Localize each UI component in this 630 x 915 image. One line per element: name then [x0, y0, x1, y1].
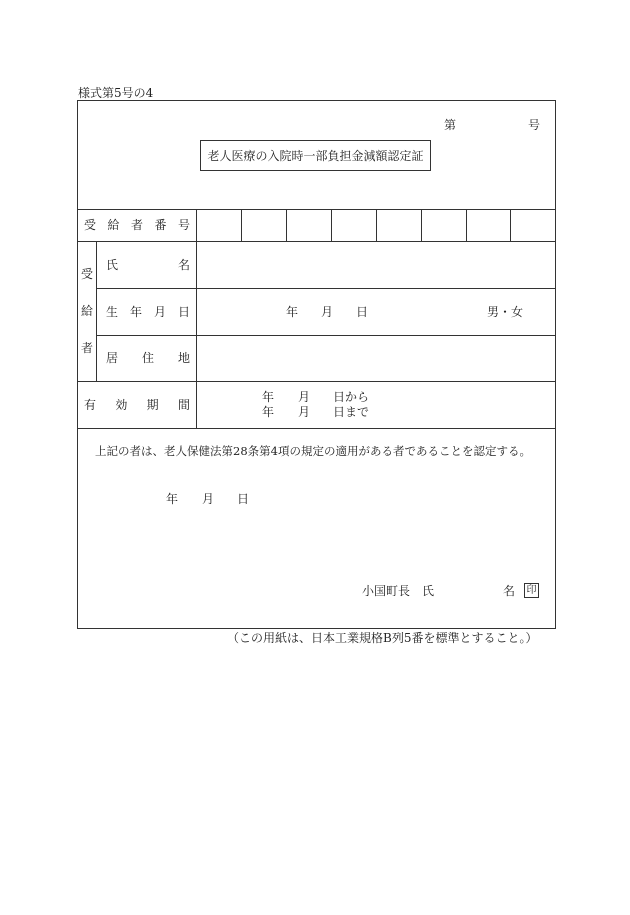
validity-to-year: 年 [262, 405, 275, 419]
number-box-divider-7 [510, 209, 511, 241]
label-char: 号 [177, 218, 190, 232]
row-line-name-top [77, 241, 556, 242]
label-char: 受 [84, 218, 97, 232]
row-line-address-top [96, 335, 556, 336]
form-number: 様式第5号の4 [78, 86, 154, 100]
birthdate-day-unit: 日 [356, 305, 369, 319]
number-box-divider-6 [466, 209, 467, 241]
recipient-group-char-1: 受 [81, 267, 94, 281]
label-char: 期 [146, 398, 159, 412]
row-line-validity-top [77, 381, 556, 382]
certification-date-year: 年 [166, 492, 179, 506]
recipient-group-char-3: 者 [81, 341, 94, 355]
certification-date-month: 月 [202, 492, 215, 506]
signature-name-suffix: 名 [503, 584, 516, 598]
certification-date-day: 日 [237, 492, 250, 506]
validity-from-year: 年 [262, 390, 275, 404]
label-char: 生 [106, 305, 119, 319]
recipient-number-label [84, 219, 190, 231]
issue-number-prefix: 第 [444, 118, 457, 132]
number-box-divider-4 [376, 209, 377, 241]
number-box-divider-5 [421, 209, 422, 241]
number-box-divider-3 [331, 209, 332, 241]
birthdate-label [106, 306, 190, 318]
footer-note: （この用紙は、日本工業規格B列5番を標準とすること。） [227, 631, 538, 645]
number-box-divider-2 [286, 209, 287, 241]
row-line-birthdate-top [96, 288, 556, 289]
label-char: 居 [106, 351, 119, 365]
label-char: 住 [141, 351, 154, 365]
recipient-group-divider [96, 241, 97, 381]
recipient-group-char-2: 給 [81, 304, 94, 318]
label-char: 給 [107, 218, 120, 232]
label-char: 有 [84, 398, 97, 412]
label-char: 者 [130, 218, 143, 232]
number-box-divider-1 [241, 209, 242, 241]
label-char: 年 [129, 305, 142, 319]
validity-label [84, 399, 190, 411]
label-char: 番 [154, 218, 167, 232]
sex-field: 男・女 [487, 305, 524, 319]
label-column-divider [196, 209, 197, 428]
label-char: 月 [153, 305, 166, 319]
label-char: 日 [177, 305, 190, 319]
birthdate-year-unit: 年 [286, 305, 299, 319]
label-char: 間 [177, 398, 190, 412]
name-label [106, 259, 190, 271]
certificate-title: 老人医療の入院時一部負担金減額認定証 [207, 149, 424, 163]
label-char: 地 [177, 351, 190, 365]
address-label [106, 352, 190, 364]
seal-mark: 印 [524, 583, 539, 598]
label-char: 氏 [106, 258, 119, 272]
birthdate-month-unit: 月 [321, 305, 334, 319]
issue-number-suffix: 号 [528, 118, 541, 132]
row-line-certification-top [77, 428, 556, 429]
certification-text: 上記の者は、老人保健法第28条第4項の規定の適用がある者であることを認定する。 [95, 444, 531, 458]
validity-from-day: 日から [333, 390, 370, 404]
validity-from-month: 月 [298, 390, 311, 404]
label-char: 名 [177, 258, 190, 272]
validity-to-month: 月 [298, 405, 311, 419]
validity-to-day: 日まで [333, 405, 370, 419]
row-line-recipient-number-top [77, 209, 556, 210]
signature-mayor: 小国町長 氏 [362, 584, 435, 598]
label-char: 効 [115, 398, 128, 412]
